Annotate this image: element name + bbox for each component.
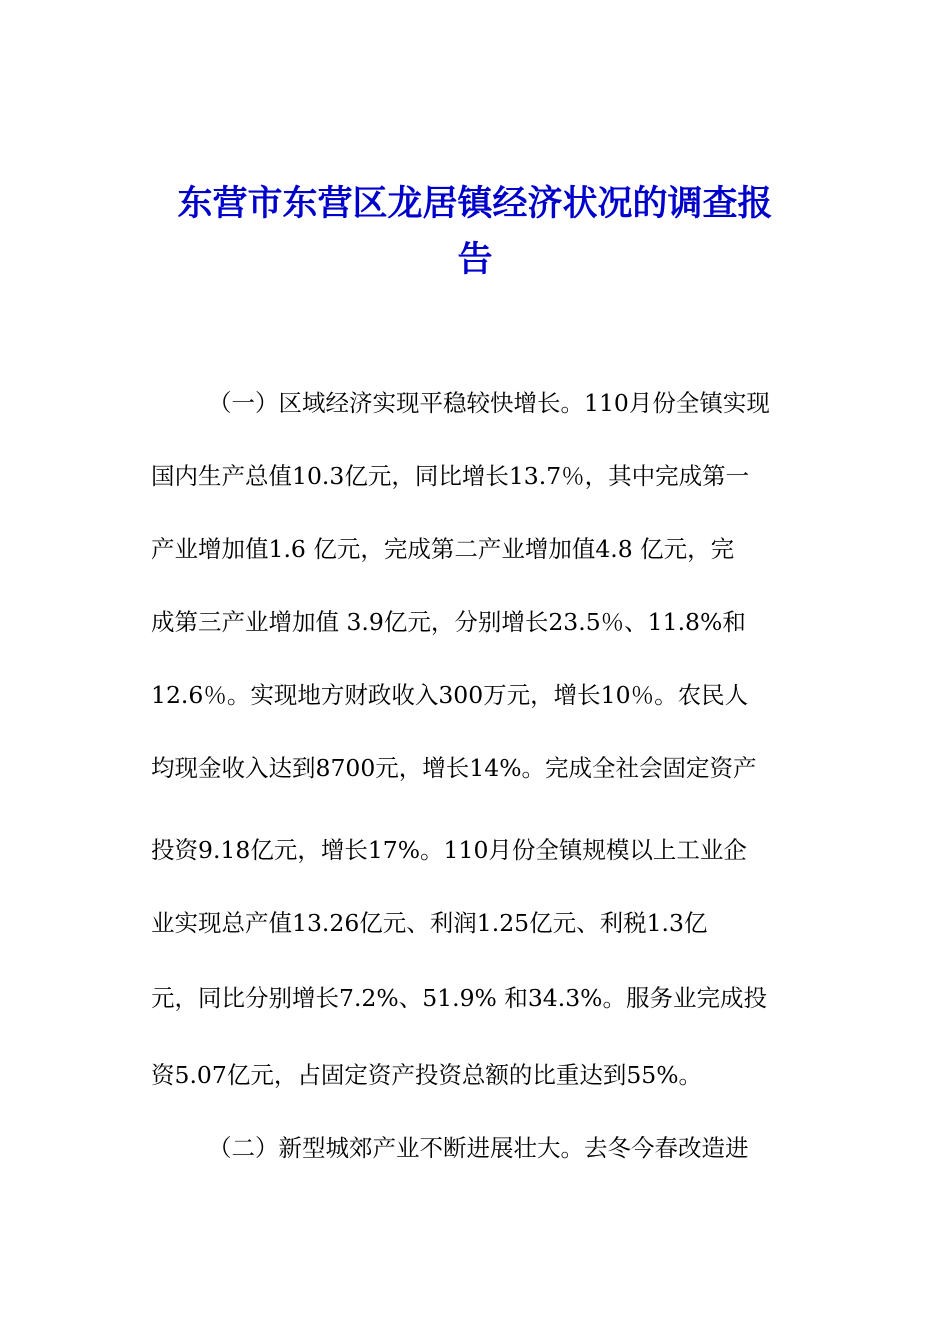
- paragraph-1-line: 投资9.18亿元，增长17%。110月份全镇规模以上工业企: [151, 836, 747, 864]
- paragraph-1-line: 12.6％。实现地方财政收入300万元，增长10％。农民人: [151, 681, 749, 709]
- paragraph-1-line: 国内生产总值10.3亿元，同比增长13.7％，其中完成第一: [151, 462, 750, 490]
- paragraph-1-line: 元，同比分别增长7.2%、51.9% 和34.3%。服务业完成投: [151, 984, 767, 1012]
- paragraph-1-line: 均现金收入达到8700元，增长14%。完成全社会固定资产: [151, 754, 757, 782]
- title-line-1: 东营市东营区龙居镇经济状况的调查报: [177, 183, 773, 224]
- paragraph-1-line: 资5.07亿元，占固定资产投资总额的比重达到55%。: [151, 1061, 703, 1089]
- paragraph-2-line: （二）新型城郊产业不断进展壮大。去冬今春改造进: [208, 1134, 749, 1162]
- title-line-2: 告: [457, 239, 493, 280]
- document-title: [140, 176, 810, 288]
- paragraph-1-line: 产业增加值1.6 亿元，完成第二产业增加值4.8 亿元，完: [151, 535, 735, 563]
- paragraph-1-line: （一）区域经济实现平稳较快增长。110月份全镇实现: [208, 389, 770, 417]
- paragraph-1-line: 业实现总产值13.26亿元、利润1.25亿元、利税1.3亿: [151, 909, 708, 937]
- paragraph-1-line: 成第三产业增加值 3.9亿元，分别增长23.5％、11.8%和: [151, 608, 746, 636]
